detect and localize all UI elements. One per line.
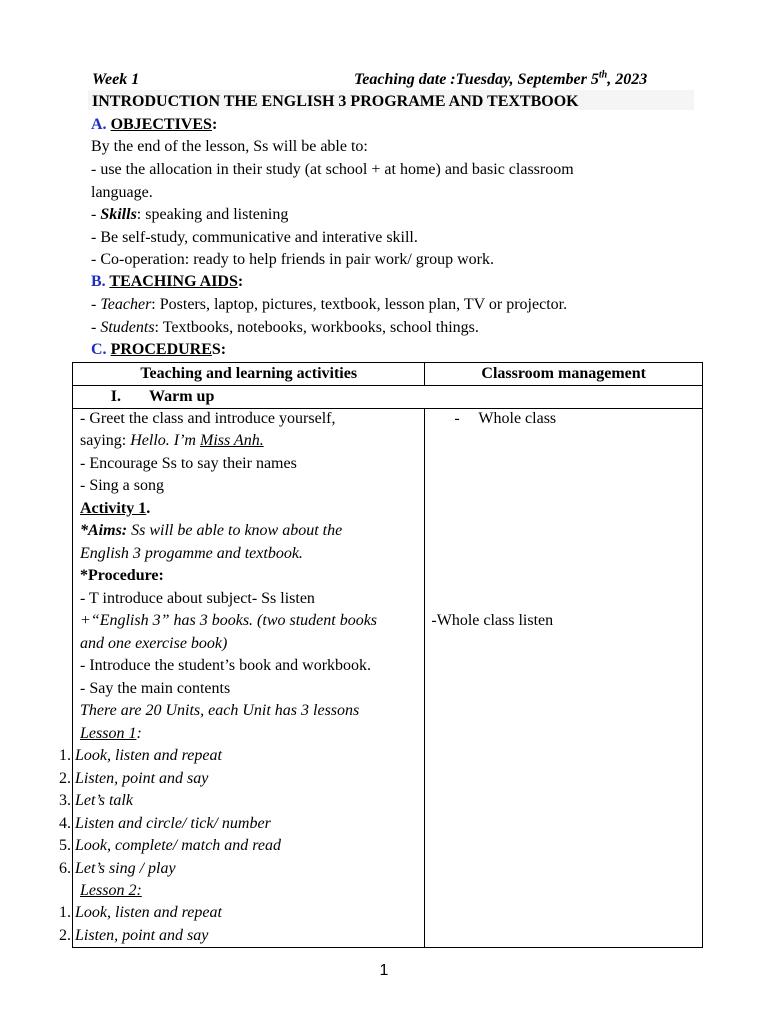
aims-line — [80, 521, 342, 541]
list-item: Listen, point and say — [75, 926, 209, 944]
procedures-heading-tail: S: — [211, 341, 227, 358]
objectives-line3: - Be self-study, communicative and interative skill. — [91, 229, 418, 246]
students-text: : Textbooks, notebooks, workbooks, school things. — [154, 319, 479, 336]
objectives-line4: - Co-operation: ready to help friends in pair work/ group work. — [91, 251, 495, 268]
whole-class-dash: - — [454, 410, 460, 427]
list-item: Look, complete/ match and read — [75, 837, 282, 855]
saying-prefix: saying: — [80, 432, 131, 449]
procedures-table — [59, 362, 703, 948]
list-item: Let’s sing / play — [75, 860, 176, 877]
procedure-label: *Procedure: — [80, 567, 164, 584]
teacher-name: Miss Anh. — [199, 432, 264, 449]
table-row — [73, 409, 703, 948]
table-header-row — [73, 363, 703, 386]
saying-italic: Hello. I’m — [130, 432, 200, 449]
objectives-letter: A. — [91, 116, 107, 133]
aids-letter: B. — [91, 273, 106, 290]
aids-colon: : — [237, 273, 244, 290]
list-item-number: 2. — [59, 769, 71, 787]
greet-line: - Greet the class and introduce yourself, — [80, 410, 336, 427]
teacher-dash: - — [91, 296, 101, 313]
objectives-intro: By the end of the lesson, Ss will be able to: — [91, 138, 368, 155]
skills-label: Skills — [100, 206, 137, 223]
aids-students — [91, 318, 479, 338]
list-item-number: 2. — [59, 926, 71, 944]
week-label: Week 1 — [92, 71, 140, 88]
activities-content — [59, 409, 424, 947]
list-item: Look, listen and repeat — [75, 747, 222, 764]
teaching-date-year: , 2023 — [607, 71, 648, 88]
procedures-heading-text: PROCEDURE — [110, 341, 212, 358]
list-item: Look, listen and repeat — [75, 904, 222, 921]
intro-subject-line: - T introduce about subject- Ss listen — [80, 590, 315, 607]
procedures-letter: C. — [91, 341, 107, 358]
document-title: INTRODUCTION THE ENGLISH 3 PROGRAME AND TEXTBOOK — [92, 93, 579, 110]
col2-header: Classroom management — [425, 363, 703, 386]
students-dash: - — [91, 319, 101, 336]
teaching-date-sup: th — [598, 69, 608, 81]
lesson1-heading — [80, 724, 142, 744]
teacher-text: : Posters, laptop, pictures, textbook, lesson plan, TV or projector. — [151, 296, 568, 313]
list-item-number: 6. — [59, 860, 71, 877]
procedures-heading — [91, 340, 226, 360]
page-number: 1 — [379, 962, 389, 979]
management-content — [425, 409, 702, 947]
teaching-date-text: Teaching date :Tuesday, September 5 — [354, 71, 599, 88]
saying-line — [80, 431, 264, 451]
activity-heading — [80, 499, 150, 519]
list-item-number: 1. — [59, 747, 71, 764]
whole-class: Whole class — [478, 410, 557, 427]
section-warm-up — [73, 386, 703, 409]
books-line2: and one exercise book) — [80, 635, 228, 652]
objectives-colon: : — [211, 116, 218, 133]
col1-header: Teaching and learning activities — [73, 363, 425, 386]
aids-teacher — [91, 295, 567, 315]
whole-class-listen: -Whole class listen — [431, 612, 554, 629]
section-row — [73, 386, 703, 409]
lesson1-label: Lesson 1 — [80, 725, 137, 742]
objectives-line1: - use the allocation in their study (at school + at home) and basic classroom — [91, 161, 574, 178]
aims-label: *Aims: — [80, 522, 128, 539]
list-item-number: 5. — [59, 837, 71, 855]
list-item-number: 4. — [59, 814, 71, 832]
list-item: Let’s talk — [75, 792, 133, 810]
aims-text: Ss will be able to know about the — [127, 522, 343, 539]
main-contents-line: - Say the main contents — [80, 680, 231, 697]
sing-line: - Sing a song — [80, 477, 164, 494]
units-line: There are 20 Units, each Unit has 3 lessons — [80, 702, 360, 719]
management-cell — [425, 409, 703, 948]
books-line1: +“English 3” has 3 books. (two student books — [80, 612, 378, 629]
objectives-heading — [91, 115, 217, 135]
lesson1-colon: : — [136, 725, 142, 742]
skills-dash: - — [91, 206, 101, 223]
objectives-heading-text: OBJECTIVES — [110, 116, 212, 133]
section-title: Warm up — [149, 388, 215, 405]
section-number: I. — [110, 388, 121, 405]
introduce-books-line: - Introduce the student’s book and workbook. — [80, 657, 372, 674]
list-item: Listen and circle/ tick/ number — [75, 814, 271, 832]
teacher-label: Teacher — [100, 296, 152, 313]
activities-cell — [59, 409, 425, 948]
skills-text: : speaking and listening — [136, 206, 289, 223]
objectives-line1b: language. — [91, 184, 153, 201]
students-label: Students — [100, 319, 155, 336]
objectives-skills — [91, 205, 288, 225]
lesson2-heading: Lesson 2: — [80, 882, 142, 899]
aids-heading — [91, 272, 243, 292]
list-item-number: 3. — [59, 792, 71, 810]
aims-line2: English 3 progamme and textbook. — [80, 545, 303, 562]
activity-dot: . — [146, 500, 151, 517]
teaching-date — [354, 70, 647, 90]
aids-heading-text: TEACHING AIDS — [109, 273, 238, 290]
encourage-line: - Encourage Ss to say their names — [80, 455, 297, 472]
activity-label: Activity 1 — [80, 500, 147, 517]
list-item-number: 1. — [59, 904, 71, 921]
list-item: Listen, point and say — [75, 769, 209, 787]
